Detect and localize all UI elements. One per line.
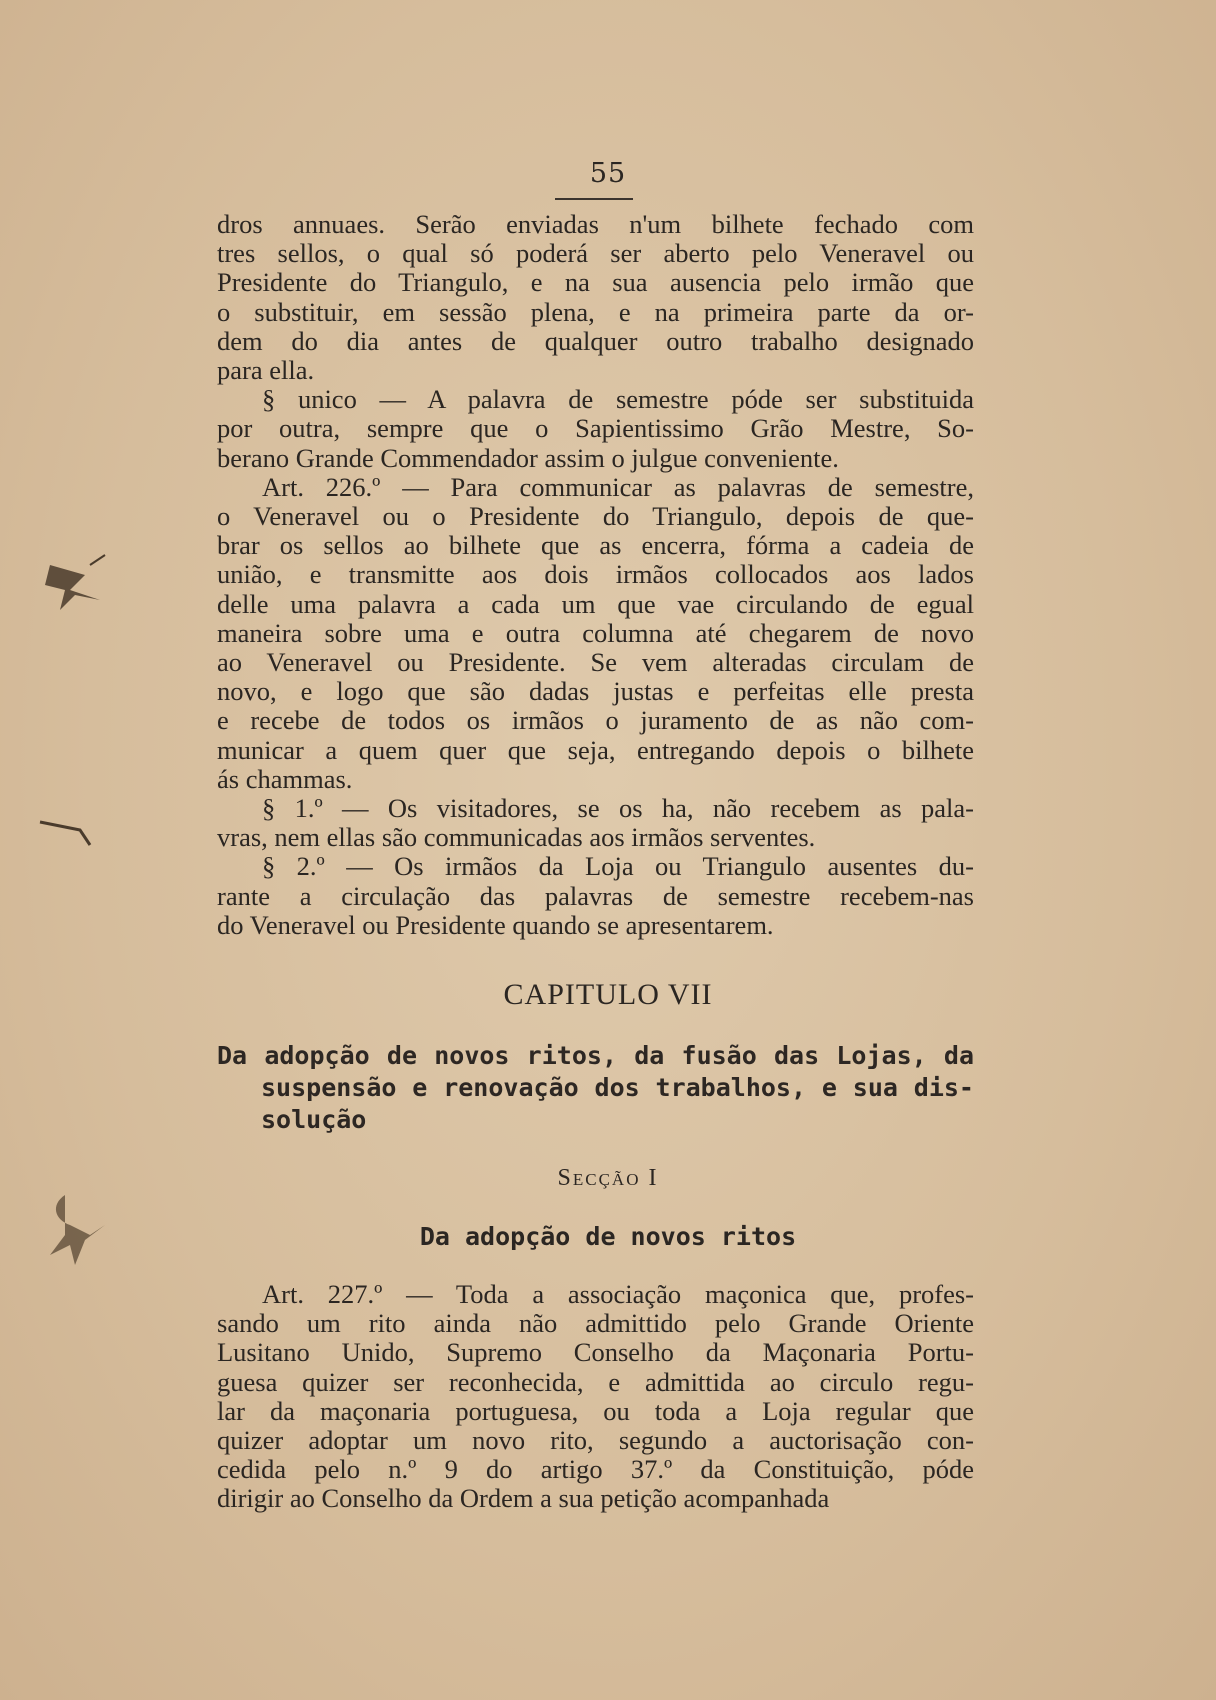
text-line: dirigir ao Conselho da Ordem a sua petição acompanhada — [217, 1483, 830, 1514]
text-line: e recebe de todos os irmãos o juramento de as não com- — [217, 705, 974, 736]
section-title: Da adopção de novos ritos — [419, 1222, 797, 1251]
text-line: § 1.º — Os visitadores, se os ha, não recebem as pala- — [262, 793, 974, 824]
text-line: Art. 226.º — Para communicar as palavras de semestre, — [262, 471, 974, 502]
header-rule — [555, 198, 633, 200]
text-line: berano Grande Commendador assim o julgue conveniente. — [217, 442, 839, 473]
chapter-subtitle-line: suspensão e renovação dos trabalhos, e sua dis- — [261, 1073, 974, 1102]
ink-stain-decoration — [35, 810, 105, 850]
text-line: cedida pelo n.º 9 do artigo 37.º da Constituição, póde — [217, 1454, 974, 1485]
text-line: do Veneravel ou Presidente quando se apresentarem. — [217, 909, 774, 940]
text-line: dem do dia antes de qualquer outro trabalho designado — [217, 325, 974, 356]
text-line: § unico — A palavra de semestre póde ser substituida — [262, 384, 974, 415]
page-number: 55 — [589, 158, 627, 189]
text-line: Lusitano Unido, Supremo Conselho da Maçonaria Portu- — [217, 1337, 974, 1368]
text-line: rante a circulação das palavras de semestre recebem-nas — [217, 880, 974, 911]
text-line: § 2.º — Os irmãos da Loja ou Triangulo ausentes du- — [262, 851, 974, 882]
chapter-heading: CAPITULO VII — [503, 978, 713, 1011]
ink-stain-decoration — [30, 545, 120, 625]
text-line: tres sellos, o qual só poderá ser aberto pelo Veneravel ou — [217, 238, 974, 269]
text-line: união, e transmitte aos dois irmãos collocados aos lados — [217, 559, 974, 590]
chapter-subtitle — [217, 1040, 974, 1136]
text-line: Presidente do Triangulo, e na sua ausencia pelo irmão que — [217, 267, 974, 298]
text-line: municar a quem quer que seja, entregando depois o bilhete — [217, 734, 974, 765]
body-text-top — [217, 210, 974, 940]
text-line: Art. 227.º — Toda a associação maçonica que, profes- — [262, 1279, 974, 1309]
chapter-subtitle-line: solução — [261, 1105, 367, 1134]
text-line: delle uma palavra a cada um que vae circulando de egual — [217, 588, 974, 619]
text-line: ás chammas. — [217, 763, 353, 794]
text-line: guesa quizer ser reconhecida, e admittida ao circulo regu- — [217, 1366, 974, 1397]
text-line: para ella. — [217, 355, 315, 386]
text-line: o substituir, em sessão plena, e na primeira parte da or- — [217, 296, 974, 327]
section-heading: Secção I — [557, 1165, 659, 1191]
text-line: por outra, sempre que o Sapientissimo Grão Mestre, So- — [217, 413, 974, 444]
text-line: novo, e logo que são dadas justas e perfeitas elle presta — [217, 676, 974, 707]
text-line: vras, nem ellas são communicadas aos irmãos serventes. — [217, 822, 816, 853]
text-line: dros annuaes. Serão enviadas n'um bilhete fechado com — [217, 209, 974, 239]
text-line: ao Veneravel ou Presidente. Se vem alteradas circulam de — [217, 647, 974, 678]
body-text-bottom — [217, 1280, 974, 1514]
text-line: quizer adoptar um novo rito, segundo a auctorisação con- — [217, 1425, 974, 1456]
text-line: brar os sellos ao bilhete que as encerra, fórma a cadeia de — [217, 530, 974, 561]
text-line: o Veneravel ou o Presidente do Triangulo, depois de que- — [217, 501, 974, 532]
chapter-subtitle-line: Da adopção de novos ritos, da fusão das Lojas, da — [217, 1041, 974, 1070]
text-line: lar da maçonaria portuguesa, ou toda a Loja regular que — [217, 1395, 974, 1426]
text-line: sando um rito ainda não admittido pelo Grande Oriente — [217, 1308, 974, 1339]
text-line: maneira sobre uma e outra columna até chegarem de novo — [217, 617, 974, 648]
